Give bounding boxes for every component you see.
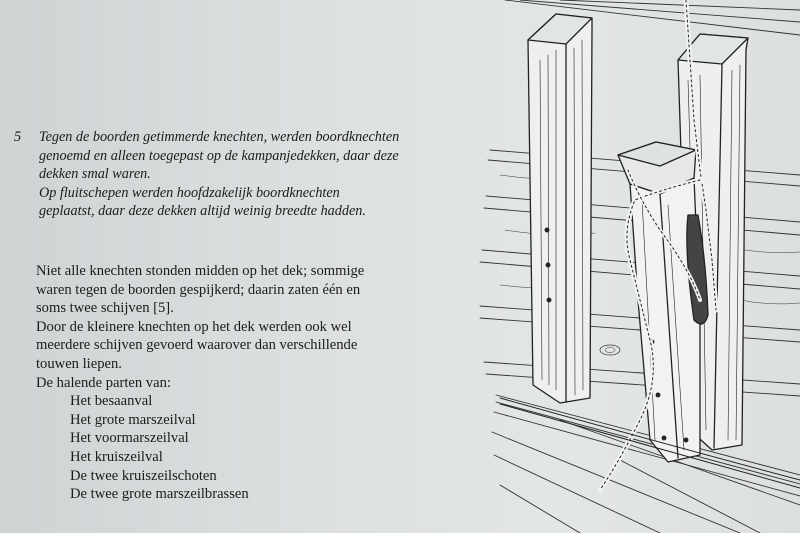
deck-planks [492, 395, 800, 533]
footnote-line: Tegen de boorden getimmerde knechten, werden boordknechten [39, 129, 400, 145]
footnote-line: Op fluitschepen werden hoofdzakelijk boordknechten [39, 184, 340, 201]
body-line: Door de kleinere knechten op het dek werden ook wel [36, 318, 352, 335]
list-item: Het grote marszeilval [70, 411, 196, 428]
list-item: De twee kruiszeilschoten [70, 467, 217, 484]
list-item: De twee grote marszeilbrassen [70, 486, 249, 503]
body-paragraph [36, 262, 466, 504]
body-line: soms twee schijven [5]. [36, 300, 174, 317]
footnote-number: 5 [14, 129, 22, 145]
body-line: meerdere schijven gevoerd waarover dan verschillende [36, 337, 358, 354]
body-line: touwen liepen. [36, 355, 122, 372]
list-item: Het kruiszeilval [70, 448, 163, 465]
footnote-line: genoemd en alleen toegepast op de kampanjedekken, daar deze [39, 147, 399, 164]
body-line: waren tegen de boorden gespijkerd; daarin zaten één en [36, 281, 361, 298]
body-line: De halende parten van: [36, 374, 171, 391]
list-item: Het voormarszeilval [70, 430, 189, 447]
footnote-line: dekken smal waren. [39, 166, 151, 182]
body-line: Niet alle knechten stonden midden op het dek; sommige [36, 263, 365, 279]
knecht-illustration [470, 0, 800, 533]
footnote-5 [14, 128, 454, 221]
left-post [528, 14, 592, 403]
footnote-line: geplaatst, daar deze dekken altijd weinig breedte hadden. [39, 203, 366, 219]
list-item: Het besaanval [70, 393, 153, 410]
